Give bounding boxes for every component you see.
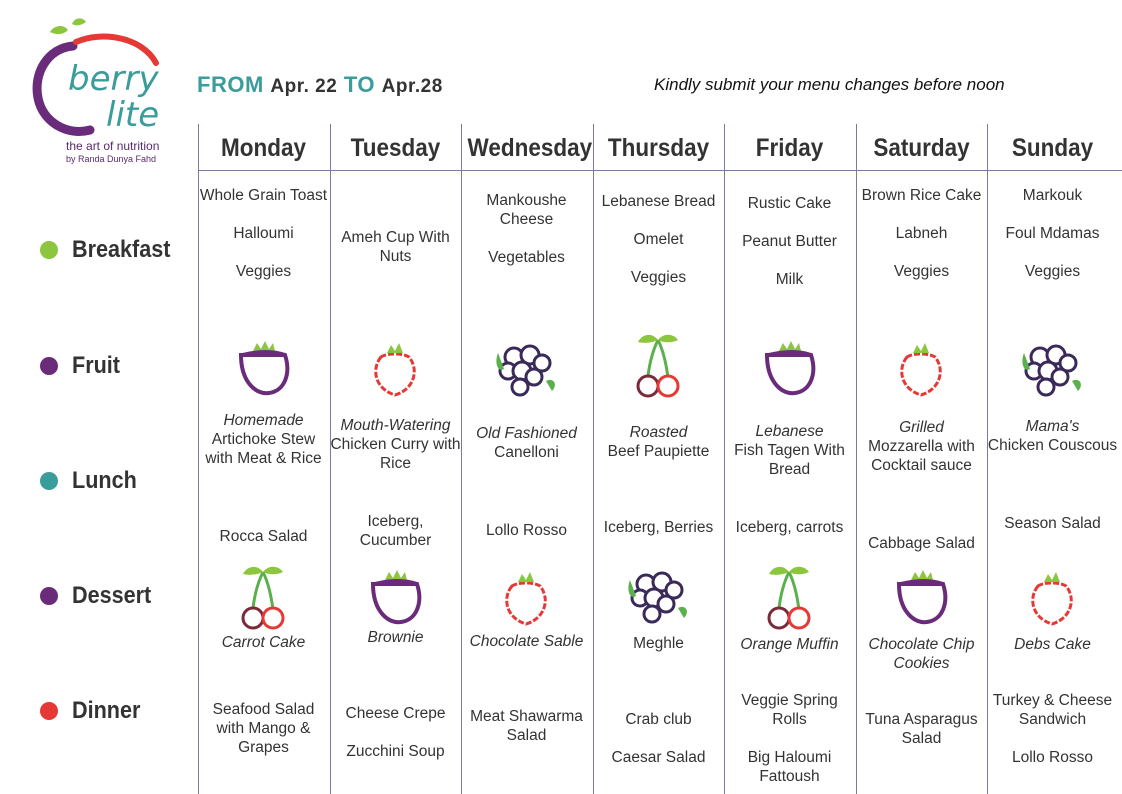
dinner-item: Zucchini Soup <box>346 743 445 760</box>
lunch-main-friday <box>724 422 855 479</box>
dinner-tuesday <box>330 704 461 761</box>
breakfast-cell-monday <box>198 186 329 300</box>
fruit-plum-icon <box>229 333 299 403</box>
lunch-main-dish: Artichoke Stew with Meat & Rice <box>205 431 322 467</box>
dinner-wednesday <box>461 707 592 745</box>
day-header-monday: Monday <box>220 134 306 162</box>
dessert-text: Chocolate Chip Cookies <box>868 636 975 672</box>
lunch-main-dish: Fish Tagen With Bread <box>734 442 845 478</box>
dessert-raspberry-icon <box>1018 562 1088 632</box>
lunch-main-highlight: Mama's <box>1025 418 1080 435</box>
day-header-tuesday: Tuesday <box>350 134 441 162</box>
dessert-wednesday <box>461 632 592 651</box>
meal-label-text: Dessert <box>72 582 152 609</box>
logo-name-top: berry <box>68 59 159 99</box>
lunch-salad-friday <box>724 518 855 537</box>
dessert-cherry-icon <box>229 562 299 632</box>
breakfast-cell-thursday <box>593 192 724 306</box>
dessert-monday <box>198 633 329 652</box>
dinner-item: Veggie Spring Rolls <box>741 692 838 728</box>
to-date: Apr.28 <box>381 76 443 97</box>
meal-label-fruit <box>40 352 125 380</box>
meal-label-dessert <box>40 582 160 610</box>
lunch-salad-wednesday <box>461 521 592 540</box>
dessert-plum-icon <box>887 562 957 632</box>
dessert-text: Debs Cake <box>1014 636 1091 653</box>
lunch-main-dish: Chicken Curry with Rice <box>330 436 461 472</box>
lunch-salad-monday <box>198 527 329 546</box>
dinner-item: Seafood Salad with Mango & Grapes <box>212 701 315 756</box>
meal-dot-fruit <box>40 357 58 375</box>
fruit-raspberry-icon <box>887 333 957 403</box>
breakfast-item: Labneh <box>895 225 948 242</box>
to-label: TO <box>343 72 376 97</box>
lunch-salad-saturday <box>856 534 987 553</box>
day-header-thursday: Thursday <box>607 134 710 162</box>
fruit-plum-icon <box>755 333 825 403</box>
logo-tagline: the art of nutrition <box>66 139 160 153</box>
fruit-raspberry-icon <box>361 333 431 403</box>
breakfast-item: Veggies <box>630 269 687 286</box>
lunch-main-highlight: Grilled <box>899 419 944 436</box>
lunch-main-sunday <box>987 417 1118 455</box>
dinner-item: Caesar Salad <box>611 749 706 766</box>
breakfast-item: Veggies <box>1024 263 1081 280</box>
lunch-salad-text: Iceberg, carrots <box>735 519 844 536</box>
lunch-salad-thursday <box>593 518 724 537</box>
dessert-text: Meghle <box>633 635 684 652</box>
lunch-salad-text: Iceberg, Cucumber <box>359 513 432 549</box>
meal-dot-dessert <box>40 587 58 605</box>
day-header-sunday: Sunday <box>1011 134 1094 162</box>
lunch-main-dish: Beef Paupiette <box>607 443 710 460</box>
lunch-main-saturday <box>856 418 987 475</box>
breakfast-item: Lebanese Bread <box>601 193 716 210</box>
dinner-saturday <box>856 710 987 748</box>
lunch-main-highlight: Roasted <box>629 424 688 441</box>
dinner-item: Lollo Rosso <box>1012 749 1093 766</box>
date-range <box>197 72 443 98</box>
dinner-item: Meat Shawarma Salad <box>470 708 583 744</box>
meal-label-text: Dinner <box>72 697 141 724</box>
breakfast-item: Veggies <box>893 263 950 280</box>
lunch-main-tuesday <box>330 416 461 473</box>
meal-label-breakfast <box>40 236 181 264</box>
fruit-grapes-icon <box>492 333 562 403</box>
dinner-item: Tuna Asparagus Salad <box>865 711 978 747</box>
meal-dot-breakfast <box>40 241 58 259</box>
lunch-main-highlight: Old Fashioned <box>476 425 577 442</box>
dessert-grapes-icon <box>624 560 694 630</box>
dessert-sunday <box>987 635 1118 654</box>
dessert-tuesday <box>330 628 461 647</box>
lunch-salad-text: Lollo Rosso <box>486 522 567 539</box>
lunch-main-dish: Mozzarella with Cocktail sauce <box>868 438 975 474</box>
breakfast-item: Omelet <box>633 231 684 248</box>
breakfast-item: Markouk <box>1022 187 1083 204</box>
fruit-cherry-icon <box>624 330 694 400</box>
dessert-text: Carrot Cake <box>221 634 306 651</box>
breakfast-item: Vegetables <box>488 249 565 266</box>
meal-label-text: Fruit <box>72 352 120 379</box>
breakfast-item: Mankoushe Cheese <box>486 192 567 228</box>
day-header-wednesday: Wednesday <box>467 134 593 162</box>
dinner-item: Crab club <box>625 711 692 728</box>
dinner-friday <box>724 691 855 786</box>
logo-name-bottom: lite <box>106 95 160 135</box>
dinner-monday <box>198 700 329 757</box>
breakfast-item: Milk <box>775 271 804 288</box>
breakfast-cell-saturday <box>856 186 987 300</box>
dinner-item: Big Haloumi Fattoush <box>747 749 832 785</box>
logo-tagline-block <box>66 140 159 166</box>
dinner-item: Cheese Crepe <box>345 705 446 722</box>
lunch-salad-tuesday <box>330 512 461 550</box>
breakfast-item: Peanut Butter <box>742 233 837 250</box>
dessert-text: Orange Muffin <box>740 636 839 653</box>
breakfast-cell-sunday <box>987 186 1118 300</box>
breakfast-item: Brown Rice Cake <box>861 187 982 204</box>
dessert-raspberry-icon <box>492 562 562 632</box>
breakfast-item: Ameh Cup With Nuts <box>341 229 450 265</box>
lunch-salad-text: Season Salad <box>1004 515 1101 532</box>
dessert-plum-icon <box>361 562 431 632</box>
meal-label-dinner <box>40 697 148 725</box>
lunch-main-highlight: Mouth-Watering <box>340 417 451 434</box>
lunch-main-wednesday <box>461 424 592 462</box>
breakfast-item: Halloumi <box>233 225 294 242</box>
dessert-friday <box>724 635 855 654</box>
fruit-grapes-icon <box>1018 333 1088 403</box>
lunch-main-highlight: Lebanese <box>755 423 824 440</box>
meal-dot-dinner <box>40 702 58 720</box>
breakfast-item: Foul Mdamas <box>1005 225 1100 242</box>
dessert-text: Brownie <box>367 629 424 646</box>
from-date: Apr. 22 <box>270 76 338 97</box>
breakfast-item: Veggies <box>235 263 292 280</box>
breakfast-cell-wednesday <box>461 191 592 286</box>
meal-dot-lunch <box>40 472 58 490</box>
breakfast-item: Whole Grain Toast <box>199 187 328 204</box>
breakfast-cell-friday <box>724 194 855 308</box>
meal-label-lunch <box>40 467 144 495</box>
breakfast-cell-tuesday <box>330 228 461 285</box>
lunch-salad-sunday <box>987 514 1118 533</box>
day-header-friday: Friday <box>755 134 824 162</box>
dinner-item: Turkey & Cheese Sandwich <box>992 692 1113 728</box>
lunch-main-highlight: Homemade <box>223 412 304 429</box>
lunch-main-dish: Chicken Couscous <box>987 437 1118 454</box>
header-divider <box>198 170 1122 171</box>
lunch-salad-text: Rocca Salad <box>219 528 308 545</box>
dinner-thursday <box>593 710 724 767</box>
logo-byline: by Randa Dunya Fahd <box>66 154 157 164</box>
meal-label-text: Breakfast <box>72 236 171 263</box>
from-label: FROM <box>197 72 264 97</box>
submission-note: Kindly submit your menu changes before noon <box>654 75 1005 94</box>
day-header-saturday: Saturday <box>873 134 970 162</box>
dessert-thursday <box>593 634 724 653</box>
lunch-main-monday <box>198 411 329 468</box>
dessert-text: Chocolate Sable <box>469 633 584 650</box>
breakfast-item: Rustic Cake <box>747 195 832 212</box>
meal-label-text: Lunch <box>72 467 137 494</box>
lunch-main-dish: Canelloni <box>494 444 559 461</box>
dinner-sunday <box>987 691 1118 767</box>
dessert-saturday <box>856 635 987 673</box>
lunch-salad-text: Cabbage Salad <box>868 535 975 552</box>
lunch-main-thursday <box>593 423 724 461</box>
lunch-salad-text: Iceberg, Berries <box>603 519 714 536</box>
dessert-cherry-icon <box>755 562 825 632</box>
